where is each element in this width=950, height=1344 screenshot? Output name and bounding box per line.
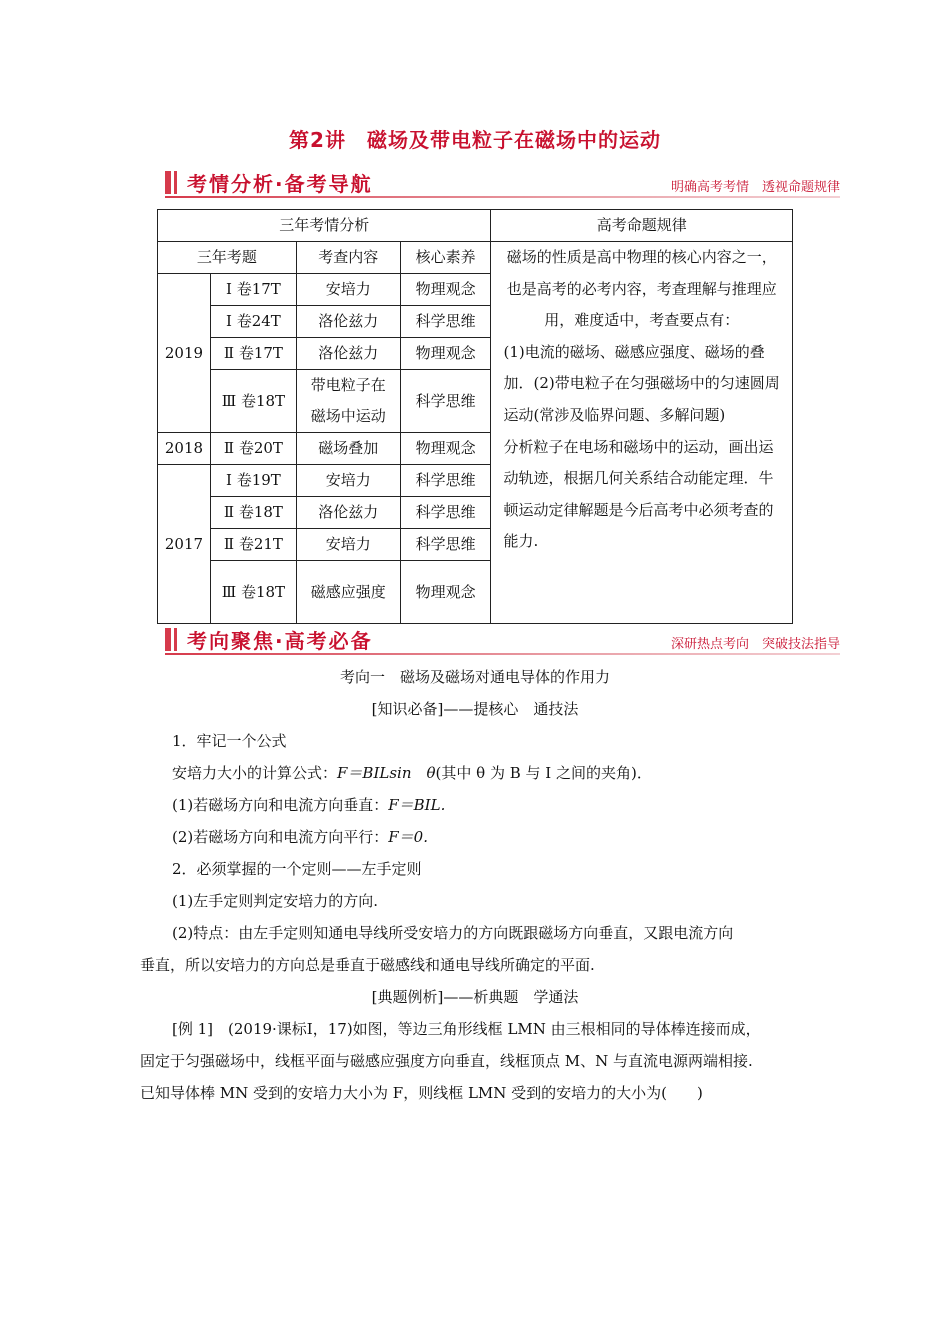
content-cell: 磁感应强度 xyxy=(296,561,400,624)
formula: F＝BIL. xyxy=(388,796,446,814)
example-text: 固定于匀强磁场中，线框平面与磁感应强度方向垂直，线框顶点 M、N 与直流电源两端相接. xyxy=(140,1052,753,1070)
literacy-cell: 物理观念 xyxy=(400,433,491,465)
content-line: 带电粒子在 xyxy=(310,376,386,394)
content-line: 磁场中运动 xyxy=(310,407,386,425)
text: (其中 θ 为 B 与 I 之间的夹角)． xyxy=(435,764,652,782)
paper-cell: Ⅱ 卷18T xyxy=(210,497,296,529)
banner-bar-icon xyxy=(174,171,177,194)
page-title: 第2讲 磁场及带电粒子在磁场中的运动 xyxy=(289,128,661,152)
table-row xyxy=(158,210,793,242)
literacy-cell: 科学思维 xyxy=(400,497,491,529)
year-cell: 2019 xyxy=(158,274,211,433)
example-text: [例 1] (2019·课标Ⅰ，17)如图，等边三角形线框 LMN 由三根相同的导体棒连接而成， xyxy=(172,1020,761,1038)
banner-bar-icon xyxy=(165,628,171,651)
header-cell: 三年考题 xyxy=(158,242,297,274)
text: (1)若磁场方向和电流方向垂直： xyxy=(172,796,389,814)
header-cell: 考查内容 xyxy=(296,242,400,274)
paragraph: (1)左手定则判定安培力的方向. xyxy=(172,892,379,910)
content-cell: 洛伦兹力 xyxy=(296,497,400,529)
banner-label: 考向聚焦·高考必备 xyxy=(187,629,373,653)
literacy-cell: 科学思维 xyxy=(400,465,491,497)
section-heading: 考向一 磁场及磁场对通电导体的作用力 xyxy=(339,668,610,686)
example-text: 已知导体棒 MN 受到的安培力大小为 F，则线框 LMN 受到的安培力的大小为( ) xyxy=(140,1084,703,1102)
literacy-cell: 物理观念 xyxy=(400,338,491,370)
exam-analysis-table xyxy=(157,209,793,624)
content-cell: 安培力 xyxy=(296,465,400,497)
content-cell: 洛伦兹力 xyxy=(296,306,400,338)
banner-tag: 深研热点考向 突破技法指导 xyxy=(670,637,840,652)
formula: F＝0. xyxy=(388,828,428,846)
rule-text: (1)电流的磁场、磁感应强度、磁场的叠加．(2)带电粒子在匀强磁场中的匀速圆周运动(常涉及临界问题、多解问题) xyxy=(503,342,780,424)
table-row xyxy=(158,242,793,274)
section-banner-focus xyxy=(165,625,840,655)
subheading-example: [典题例析]——析典题 学通法 xyxy=(371,988,579,1006)
content-cell: 磁场叠加 xyxy=(296,433,400,465)
paper-cell: Ⅰ 卷17T xyxy=(210,274,296,306)
banner-bar-icon xyxy=(174,628,177,651)
literacy-cell: 科学思维 xyxy=(400,306,491,338)
banner-tag: 明确高考考情 透视命题规律 xyxy=(670,180,840,195)
banner-rule xyxy=(165,196,840,198)
paragraph xyxy=(172,826,428,847)
paragraph: 垂直，所以安培力的方向总是垂直于磁感线和通电导线所确定的平面. xyxy=(140,956,595,974)
literacy-cell: 物理观念 xyxy=(400,274,491,306)
text: (2)若磁场方向和电流方向平行： xyxy=(172,828,389,846)
literacy-cell: 科学思维 xyxy=(400,529,491,561)
paragraph: 1．牢记一个公式 xyxy=(172,732,287,750)
content-cell: 洛伦兹力 xyxy=(296,338,400,370)
text: 安培力大小的计算公式： xyxy=(172,764,338,782)
rule-text: 分析粒子在电场和磁场中的运动，画出运动轨迹，根据几何关系结合动能定理．牛顿运动定律解题是今后高考中必须考查的能力. xyxy=(503,437,774,551)
subheading-knowledge: [知识必备]——提核心 通技法 xyxy=(371,700,579,718)
literacy-cell: 科学思维 xyxy=(400,370,491,433)
paragraph xyxy=(172,794,445,815)
banner-label: 考情分析·备考导航 xyxy=(187,172,373,196)
paragraph: (2)特点：由左手定则知通电导线所受安培力的方向既跟磁场方向垂直，又跟电流方向 xyxy=(172,924,734,942)
banner-rule xyxy=(165,653,840,655)
year-cell: 2017 xyxy=(158,465,211,624)
paragraph: 2．必须掌握的一个定则——左手定则 xyxy=(172,860,422,878)
section-banner-exam-analysis xyxy=(165,168,840,198)
literacy-cell: 物理观念 xyxy=(400,561,491,624)
content-cell: 安培力 xyxy=(296,274,400,306)
rule-cell xyxy=(491,242,793,624)
content-cell: 安培力 xyxy=(296,529,400,561)
year-cell: 2018 xyxy=(158,433,211,465)
paper-cell: Ⅱ 卷17T xyxy=(210,338,296,370)
banner-bar-icon xyxy=(165,171,171,194)
header-cell: 高考命题规律 xyxy=(491,210,793,242)
formula: F＝BILsin θ xyxy=(337,764,436,782)
paper-cell: Ⅰ 卷24T xyxy=(210,306,296,338)
paper-cell: Ⅲ 卷18T xyxy=(210,561,296,624)
paper-cell: Ⅱ 卷20T xyxy=(210,433,296,465)
paper-cell: Ⅱ 卷21T xyxy=(210,529,296,561)
header-cell: 三年考情分析 xyxy=(158,210,491,242)
rule-text: 磁场的性质是高中物理的核心内容之一，也是高考的必考内容，考查理解与推理应用，难度适中，考查要点有： xyxy=(506,248,777,330)
paper-cell: Ⅲ 卷18T xyxy=(210,370,296,433)
paper-cell: Ⅰ 卷19T xyxy=(210,465,296,497)
paragraph xyxy=(172,762,652,783)
content-cell xyxy=(296,370,400,433)
header-cell: 核心素养 xyxy=(400,242,491,274)
